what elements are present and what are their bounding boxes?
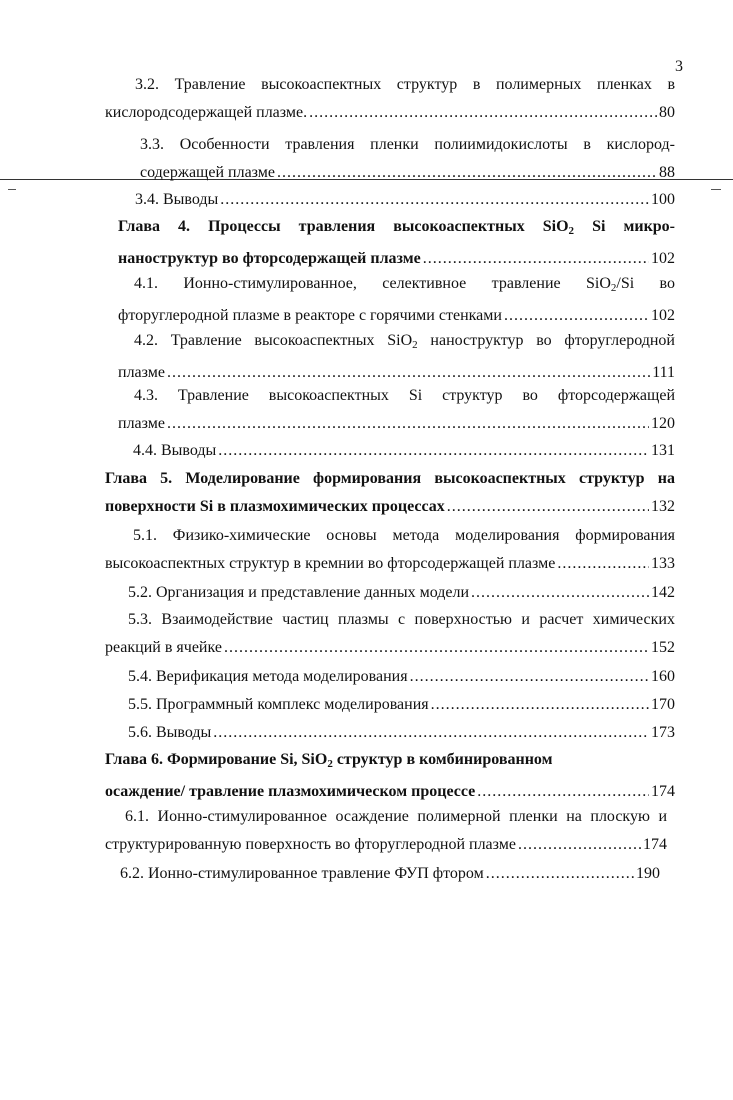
toc-entry-5-2-title: 5.2. Организация и представление данных модели: [128, 584, 470, 601]
toc-entry-5-5-page: 170: [651, 696, 675, 713]
toc-entry-6-2-title: 6.2. Ионно-стимулированное травление ФУП фтором: [120, 865, 484, 882]
toc-entry-3-4-page: 100: [651, 191, 675, 208]
toc-entry-4-1-line1-a: 4.1. Ионно-стимулированное, селективное травление SiO: [134, 275, 611, 292]
toc-entry-3-2-line1: 3.2. Травление высокоаспектных структур в полимерных пленках в: [135, 76, 675, 93]
toc-entry-5-3[interactable]: [105, 606, 675, 662]
leader-dots: [423, 245, 649, 273]
toc-chapter-4-line1-b: Si микро-: [574, 218, 676, 235]
subscript: 2: [568, 225, 575, 237]
toc-entry-5-6-page: 173: [651, 724, 675, 741]
scan-rule-tick-right: [711, 189, 721, 190]
toc-entry-5-1[interactable]: [105, 522, 675, 578]
leader-dots: [431, 691, 649, 719]
toc-entry-6-2-line: [120, 860, 660, 888]
leader-dots: [557, 550, 649, 578]
toc-entry-5-4[interactable]: [128, 663, 675, 691]
toc-chapter-4-line1: [118, 213, 675, 245]
toc-entry-4-4-line: [133, 437, 675, 465]
toc-chapter-5-title: поверхности Si в плазмохимических процессах: [105, 498, 445, 515]
toc-entry-3-4-line: [135, 186, 675, 214]
leader-dots: [518, 831, 641, 859]
toc-entry-4-2[interactable]: [118, 327, 675, 387]
toc-entry-5-2[interactable]: [128, 579, 675, 607]
toc-entry-4-1-page: 102: [651, 307, 675, 324]
toc-entry-4-4[interactable]: [133, 437, 675, 465]
toc-entry-4-1-title: фторуглеродной плазме в реакторе с горячими стенками: [118, 307, 502, 324]
leader-dots: [224, 634, 649, 662]
toc-entry-3-3-line2: [140, 159, 675, 187]
leader-dots: [218, 437, 649, 465]
leader-dots: [477, 778, 649, 806]
toc-entry-6-1-line1: 6.1. Ионно-стимулированное осаждение полимерной пленки на плоскую и: [125, 808, 667, 825]
toc-entry-4-2-title: плазме: [118, 364, 165, 381]
toc-entry-4-3[interactable]: [118, 382, 675, 438]
page-number: 3: [675, 58, 683, 75]
toc-chapter-4-title: наноструктур во фторсодержащей плазме: [118, 250, 421, 267]
leader-dots: [410, 663, 649, 691]
toc-entry-4-3-title: плазме: [118, 415, 165, 432]
toc-chapter-4-line1-a: Глава 4. Процессы травления высокоаспектных SiO: [118, 218, 569, 235]
leader-dots: [167, 410, 649, 438]
toc-entry-4-2-line1: [118, 327, 675, 359]
toc-chapter-5[interactable]: [105, 465, 675, 521]
toc-entry-5-3-page: 152: [651, 639, 675, 656]
leader-dots: [220, 186, 649, 214]
toc-entry-4-2-line1-b: наноструктур во фторуглеродной: [417, 332, 675, 349]
toc-entry-4-4-title: 4.4. Выводы: [133, 442, 217, 459]
toc-entry-3-2-page: 80: [659, 104, 675, 121]
toc-entry-5-5-line: [128, 691, 675, 719]
toc-chapter-5-line1: Глава 5. Моделирование формирования высокоаспектных структур на: [105, 470, 675, 487]
toc-entry-4-1[interactable]: [118, 270, 675, 330]
toc-entry-3-3-line1: 3.3. Особенности травления пленки полиимидокислоты в кислород-: [140, 136, 675, 153]
toc-entry-5-3-line1: 5.3. Взаимодействие частиц плазмы с поверхностью и расчет химических: [128, 611, 675, 628]
toc-entry-3-2-line2: [105, 99, 675, 127]
subscript: 2: [327, 758, 333, 770]
toc-entry-6-1[interactable]: [105, 803, 667, 859]
toc-entry-4-3-line1: 4.3. Травление высокоаспектных Si структур во фторсодержащей: [134, 387, 675, 404]
toc-chapter-6-title: осаждение/ травление плазмохимическом процессе: [105, 783, 476, 800]
toc-chapter-5-page: 132: [651, 498, 675, 515]
toc-chapter-6-line2: [105, 778, 675, 806]
toc-entry-3-3[interactable]: [140, 131, 675, 187]
toc-chapter-4-page: 102: [651, 250, 675, 267]
subscript: 2: [412, 339, 418, 351]
toc-entry-5-1-line1: 5.1. Физико-химические основы метода моделирования формирования: [133, 527, 675, 544]
toc-chapter-6-line1-a: Глава 6. Формирование Si, SiO: [105, 751, 328, 768]
leader-dots: [447, 493, 649, 521]
toc-entry-6-1-title: структурированную поверхность во фторуглеродной плазме: [105, 836, 516, 853]
toc-entry-5-6[interactable]: [128, 719, 675, 747]
toc-entry-5-3-line2: [105, 634, 675, 662]
toc-entry-5-3-title: реакций в ячейке: [105, 639, 222, 656]
scan-rule-tick-left: [8, 189, 16, 190]
toc-entry-6-2-page: 190: [636, 865, 660, 882]
toc-chapter-6-page: 174: [651, 783, 675, 800]
toc-entry-5-6-line: [128, 719, 675, 747]
toc-chapter-4[interactable]: [118, 213, 675, 273]
toc-entry-5-1-page: 133: [651, 555, 675, 572]
toc-entry-6-1-line2: [105, 831, 667, 859]
toc-entry-5-4-title: 5.4. Верификация метода моделирования: [128, 668, 408, 685]
leader-dots: [213, 719, 649, 747]
toc-entry-3-3-title: содержащей плазме: [140, 164, 275, 181]
toc-entry-5-1-line2: [105, 550, 675, 578]
toc-entry-5-2-page: 142: [651, 584, 675, 601]
subscript: 2: [610, 282, 617, 294]
toc-entry-4-2-page: 111: [652, 364, 675, 381]
toc-entry-3-4[interactable]: [135, 186, 675, 214]
toc-entry-4-1-line1-b: /Si во: [616, 275, 676, 292]
toc-chapter-6-line1-b: структур в комбинированном: [332, 751, 553, 768]
toc-entry-4-1-line1: [118, 270, 675, 302]
toc-chapter-6-line1: [105, 746, 675, 778]
toc-entry-5-6-title: 5.6. Выводы: [128, 724, 212, 741]
toc-entry-5-4-line: [128, 663, 675, 691]
toc-entry-5-1-title: высокоаспектных структур в кремнии во фторсодержащей плазме: [105, 555, 556, 572]
toc-entry-6-2[interactable]: [120, 860, 660, 888]
toc-entry-6-1-page: 174: [643, 836, 667, 853]
leader-dots: [309, 99, 657, 127]
toc-entry-3-3-page: 88: [659, 164, 675, 181]
toc-entry-3-2-title: кислородсодержащей плазме.: [105, 104, 308, 121]
toc-entry-5-4-page: 160: [651, 668, 675, 685]
toc-chapter-5-line2: [105, 493, 675, 521]
toc-entry-5-2-line: [128, 579, 675, 607]
toc-chapter-4-line2: [118, 245, 675, 273]
leader-dots: [486, 860, 634, 888]
toc-entry-5-5-title: 5.5. Программный комплекс моделирования: [128, 696, 429, 713]
toc-chapter-6[interactable]: [105, 746, 675, 806]
toc-entry-5-5[interactable]: [128, 691, 675, 719]
toc-entry-4-3-page: 120: [651, 415, 675, 432]
toc-entry-4-2-line1-a: 4.2. Травление высокоаспектных SiO: [134, 332, 413, 349]
toc-entry-4-4-page: 131: [651, 442, 675, 459]
toc-entry-4-3-line2: [118, 410, 675, 438]
toc-entry-3-4-title: 3.4. Выводы: [135, 191, 219, 208]
toc-entry-3-2[interactable]: [105, 71, 675, 127]
toc-entry-4-1-line2: [118, 302, 675, 330]
leader-dots: [471, 579, 649, 607]
leader-dots: [277, 159, 657, 187]
leader-dots: [504, 302, 649, 330]
